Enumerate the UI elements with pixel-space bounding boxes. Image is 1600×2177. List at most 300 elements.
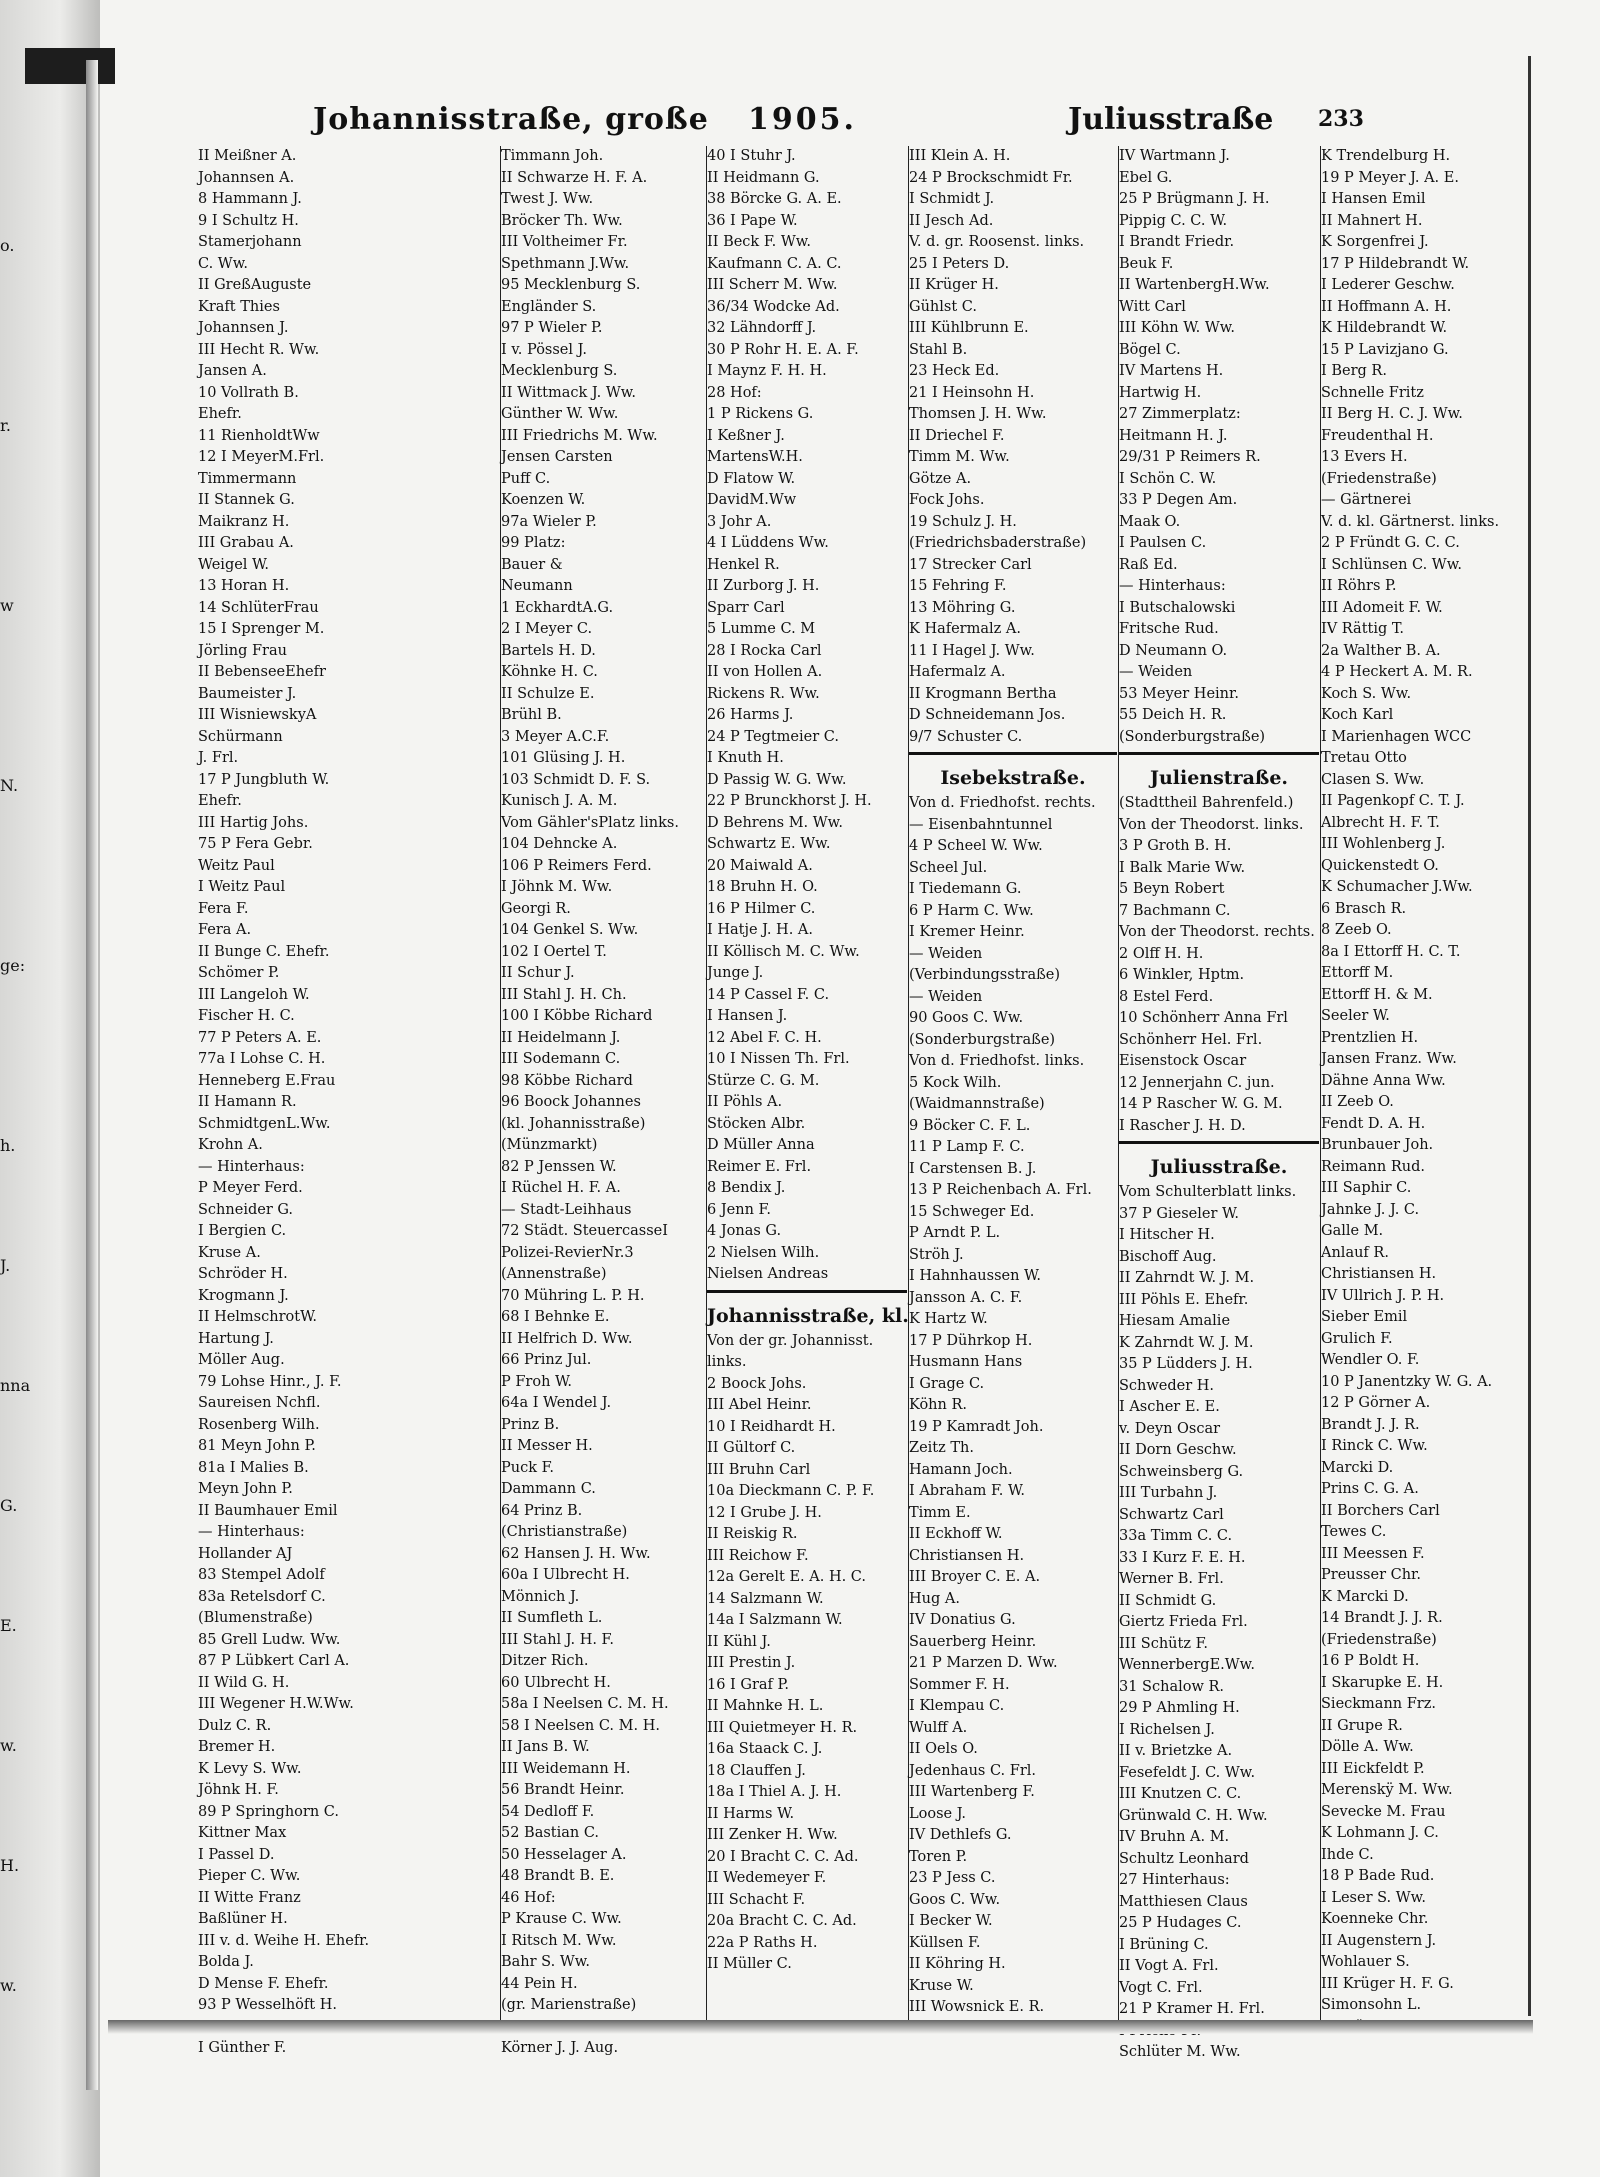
directory-entry: 10 P Janentzky W. G. A. bbox=[1321, 1373, 1493, 1390]
directory-entry: 32 Lähndorff J. bbox=[707, 320, 817, 336]
directory-entry: III Friedrichs M. Ww. bbox=[501, 427, 658, 444]
directory-entry: Küllsen F. bbox=[909, 1934, 981, 1951]
directory-entry: Beuk F. bbox=[1119, 255, 1174, 272]
directory-entry: 3 Meyer A.C.F. bbox=[501, 728, 610, 745]
directory-entry: III Langeloh W. bbox=[198, 986, 310, 1003]
directory-entry: II HelmschrotW. bbox=[198, 1309, 318, 1325]
directory-entry: II Zahrndt W. J. M. bbox=[1119, 1270, 1255, 1286]
directory-entry: II Müller C. bbox=[707, 1956, 792, 1972]
directory-entry: III Hecht R. Ww. bbox=[198, 341, 320, 358]
directory-entry: Ditzer Rich. bbox=[501, 1653, 589, 1669]
directory-entry: Jedenhaus C. Frl. bbox=[909, 1762, 1037, 1779]
directory-entry: II Mahnert H. bbox=[1321, 212, 1423, 229]
directory-entry: IV Ullrich J. P. H. bbox=[1321, 1287, 1445, 1304]
directory-entry: 22a P Raths H. bbox=[707, 1934, 818, 1951]
directory-entry: I Brandt Friedr. bbox=[1119, 234, 1235, 250]
directory-entry: 6 Brasch R. bbox=[1321, 900, 1407, 917]
directory-entry: II Pöhls A. bbox=[707, 1094, 783, 1110]
directory-entry: II Oels O. bbox=[909, 1741, 978, 1757]
directory-entry: II Hoffmann A. H. bbox=[1321, 298, 1452, 315]
directory-entry: I Günther F. bbox=[198, 2040, 287, 2056]
directory-entry: Schweder H. bbox=[1119, 1377, 1215, 1394]
directory-entry: Engländer S. bbox=[501, 298, 597, 315]
directory-entry: Ettorff M. bbox=[1321, 965, 1394, 981]
directory-entry: I Maynz F. H. H. bbox=[707, 363, 827, 379]
section-rule bbox=[1119, 1141, 1319, 1152]
directory-entry: 12a Gerelt E. A. H. C. bbox=[707, 1569, 866, 1585]
directory-entry: — Stadt-Leihhaus bbox=[501, 1201, 632, 1218]
directory-entry: Jahnke J. J. C. bbox=[1321, 1201, 1420, 1218]
prev-page-fragment: nna bbox=[0, 1376, 31, 1395]
directory-entry: 6 Jenn F. bbox=[707, 1201, 771, 1218]
directory-entry: I Schön C. W. bbox=[1119, 470, 1217, 487]
directory-entry: Baumeister J. bbox=[198, 685, 297, 702]
directory-entry: 29/31 P Reimers R. bbox=[1119, 449, 1261, 465]
directory-entry: II Mahnke H. L. bbox=[707, 1698, 824, 1714]
directory-entry: 40 I Stuhr J. bbox=[707, 148, 796, 164]
directory-entry: D Behrens M. Ww. bbox=[707, 814, 843, 831]
directory-entry: II Röhrs P. bbox=[1321, 578, 1397, 594]
directory-entry: 56 Brandt Heinr. bbox=[501, 1782, 625, 1798]
directory-entry: Goos C. Ww. bbox=[909, 1891, 1001, 1908]
directory-entry: III Schacht F. bbox=[707, 1891, 806, 1908]
prev-page-fragment: w bbox=[0, 596, 14, 615]
directory-entry: 38 Börcke G. A. E. bbox=[707, 191, 842, 207]
directory-entry: 9 I Schultz H. bbox=[198, 212, 299, 229]
directory-entry: 106 P Reimers Ferd. bbox=[501, 857, 652, 874]
directory-entry: Nielsen Andreas bbox=[707, 1266, 829, 1282]
directory-entry: I Hahnhaussen W. bbox=[909, 1268, 1042, 1284]
directory-entry: I Richelsen J. bbox=[1119, 1721, 1215, 1738]
directory-entry: III Turbahn J. bbox=[1119, 1485, 1218, 1501]
directory-entry: II Meißner A. bbox=[198, 148, 297, 164]
directory-entry: 103 Schmidt D. F. S. bbox=[501, 771, 651, 788]
directory-entry: 13 Horan H. bbox=[198, 578, 290, 594]
directory-entry: 6 P Harm C. Ww. bbox=[909, 902, 1034, 919]
directory-entry: 23 Heck Ed. bbox=[909, 363, 1000, 379]
directory-entry: II Zeeb O. bbox=[1321, 1094, 1394, 1110]
directory-entry: II Stannek G. bbox=[198, 492, 295, 508]
directory-entry: Freudenthal H. bbox=[1321, 427, 1434, 444]
directory-entry: Schönherr Hel. Frl. bbox=[1119, 1031, 1263, 1048]
directory-entry: Vom Schulterblatt links. bbox=[1119, 1184, 1297, 1200]
directory-entry: Krohn A. bbox=[198, 1137, 263, 1153]
directory-entry: — Hinterhaus: bbox=[198, 1524, 305, 1540]
header-year: 1905. bbox=[748, 102, 857, 137]
column-5 bbox=[1118, 146, 1319, 2060]
directory-entry: Koch S. Ww. bbox=[1321, 685, 1412, 702]
directory-entry: K Hafermalz A. bbox=[909, 621, 1021, 637]
directory-entry: I Brüning C. bbox=[1119, 1936, 1209, 1953]
directory-entry: 55 Deich H. R. bbox=[1119, 707, 1227, 723]
directory-entry: II Harms W. bbox=[707, 1805, 795, 1822]
directory-entry: 2 Olff H. H. bbox=[1119, 945, 1204, 962]
directory-entry: I Jöhnk M. Ww. bbox=[501, 879, 613, 895]
directory-entry: II Wedemeyer F. bbox=[707, 1870, 827, 1886]
directory-entry: Quickenstedt O. bbox=[1321, 857, 1439, 874]
directory-entry: Bauer & bbox=[501, 556, 563, 573]
scan-corner-mark bbox=[25, 48, 115, 84]
directory-entry: 9 Böcker C. F. L. bbox=[909, 1117, 1031, 1134]
directory-entry: Bögel C. bbox=[1119, 341, 1181, 358]
directory-entry: K Sorgenfrei J. bbox=[1321, 234, 1429, 250]
directory-entry: I Rascher J. H. D. bbox=[1119, 1117, 1246, 1134]
directory-entry: 4 P Heckert A. M. R. bbox=[1321, 664, 1473, 680]
directory-entry: Werner B. Frl. bbox=[1119, 1571, 1224, 1587]
directory-entry: 66 Prinz Jul. bbox=[501, 1352, 592, 1368]
directory-entry: Schwartz Carl bbox=[1119, 1506, 1224, 1523]
directory-entry: — Hinterhaus: bbox=[198, 1158, 305, 1175]
directory-entry: Götze A. bbox=[909, 470, 972, 487]
directory-entry: 77a I Lohse C. H. bbox=[198, 1051, 326, 1067]
directory-entry: 8 Bendix J. bbox=[707, 1180, 786, 1196]
directory-entry: I Lederer Geschw. bbox=[1321, 277, 1455, 293]
directory-entry: Albrecht H. F. T. bbox=[1321, 814, 1440, 831]
directory-entry: Prentzlien H. bbox=[1321, 1029, 1419, 1046]
directory-entry: Schömer P. bbox=[198, 965, 280, 981]
directory-entry: K Marcki D. bbox=[1321, 1588, 1409, 1605]
directory-entry: Ettorff H. & M. bbox=[1321, 986, 1433, 1003]
directory-entry: 10 Vollrath B. bbox=[198, 384, 299, 401]
directory-entry: 10 I Reidhardt H. bbox=[707, 1418, 836, 1435]
directory-entry: 13 Möhring G. bbox=[909, 599, 1016, 616]
directory-entry: P Froh W. bbox=[501, 1373, 573, 1390]
directory-entry: D Flatow W. bbox=[707, 470, 796, 487]
prev-page-fragment: G. bbox=[0, 1496, 18, 1515]
directory-entry: Hartwig H. bbox=[1119, 384, 1202, 401]
directory-entry: 3 Johr A. bbox=[707, 513, 772, 530]
directory-entry: K Zahrndt W. J. M. bbox=[1119, 1334, 1254, 1351]
directory-entry: 72 Städt. SteuercasseI bbox=[501, 1223, 668, 1239]
directory-entry: Jansson A. C. F. bbox=[909, 1289, 1023, 1306]
directory-entry: Loose J. bbox=[909, 1805, 967, 1822]
directory-entry: 48 Brandt B. E. bbox=[501, 1868, 615, 1884]
directory-entry: 30 P Rohr H. E. A. F. bbox=[707, 341, 859, 358]
directory-entry: Zeitz Th. bbox=[909, 1440, 974, 1456]
prev-page-fragment: w. bbox=[0, 1976, 17, 1995]
directory-entry: Clasen S. Ww. bbox=[1321, 771, 1425, 788]
directory-entry: Fesefeldt J. C. Ww. bbox=[1119, 1764, 1256, 1781]
directory-entry: Matthiesen Claus bbox=[1119, 1893, 1248, 1910]
directory-entry: Jansen A. bbox=[198, 363, 267, 379]
directory-entry: Dähne Anna Ww. bbox=[1321, 1072, 1446, 1089]
directory-entry: 16 P Hilmer C. bbox=[707, 900, 816, 917]
street-heading: Juliusstraße. bbox=[1150, 1156, 1288, 1178]
directory-entry: Köhnke H. C. bbox=[501, 664, 598, 680]
directory-entry: II Witte Franz bbox=[198, 1889, 301, 1906]
directory-entry: Vom Gähler'sPlatz links. bbox=[501, 814, 679, 831]
directory-entry: I Hatje J. H. A. bbox=[707, 922, 813, 938]
directory-entry: 21 I Heinsohn H. bbox=[909, 384, 1035, 401]
directory-entry: Schultz Leonhard bbox=[1119, 1850, 1249, 1867]
directory-entry: I Berg R. bbox=[1321, 363, 1387, 379]
directory-page bbox=[108, 56, 1531, 2060]
directory-entry: 62 Hansen J. H. Ww. bbox=[501, 1545, 651, 1562]
directory-entry: Mönnich J. bbox=[501, 1588, 580, 1605]
directory-entry: III Krüger H. F. G. bbox=[1321, 1975, 1454, 1992]
directory-entry: 2a Walther B. A. bbox=[1321, 642, 1441, 659]
directory-entry: Bartels H. D. bbox=[501, 642, 596, 659]
directory-entry: 79 Lohse Hinr., J. F. bbox=[198, 1373, 342, 1390]
directory-entry: II Sumfleth L. bbox=[501, 1610, 603, 1626]
directory-entry: 33 I Kurz F. E. H. bbox=[1119, 1549, 1246, 1566]
directory-entry: 17 P Dührkop H. bbox=[909, 1332, 1033, 1349]
directory-entry: Schweinsberg G. bbox=[1119, 1463, 1244, 1480]
directory-entry: Von der Theodorst. rechts. bbox=[1119, 924, 1315, 940]
directory-entry: — Hinterhaus: bbox=[1119, 578, 1226, 594]
directory-entry: III Prestin J. bbox=[707, 1655, 796, 1671]
directory-entry: C. Ww. bbox=[198, 255, 248, 272]
directory-entry: Dulz C. R. bbox=[198, 1717, 272, 1734]
directory-entry: Bröcker Th. Ww. bbox=[501, 212, 623, 229]
directory-entry: 7 Bachmann C. bbox=[1119, 902, 1231, 919]
directory-entry: Junge J. bbox=[707, 965, 764, 981]
directory-entry: K Schumacher J.Ww. bbox=[1321, 879, 1473, 895]
directory-entry: III Wowsnick E. R. bbox=[909, 1999, 1045, 2015]
directory-entry: III Pöhls E. Ehefr. bbox=[1119, 1291, 1249, 1308]
directory-entry: (Friedenstraße) bbox=[1321, 1631, 1437, 1648]
directory-entry: 27 Hinterhaus: bbox=[1119, 1872, 1230, 1888]
column-3 bbox=[706, 146, 907, 2026]
directory-entry: Dammann C. bbox=[501, 1481, 596, 1497]
directory-entry: 19 Schulz J. H. bbox=[909, 513, 1017, 530]
directory-entry: Kaufmann C. A. C. bbox=[707, 255, 842, 272]
directory-entry: Thomsen J. H. Ww. bbox=[909, 406, 1047, 422]
directory-entry: Sauerberg Heinr. bbox=[909, 1633, 1037, 1650]
directory-entry: 3 P Groth B. H. bbox=[1119, 838, 1232, 854]
directory-entry: 2 Nielsen Wilh. bbox=[707, 1244, 820, 1261]
directory-entry: 60 Ulbrecht H. bbox=[501, 1674, 611, 1691]
directory-entry: 18 Bruhn H. O. bbox=[707, 879, 818, 895]
directory-entry: 21 P Kramer H. Frl. bbox=[1119, 2001, 1265, 2017]
directory-entry: IV Bruhn A. M. bbox=[1119, 1829, 1230, 1845]
directory-entry: 8 Hammann J. bbox=[198, 191, 302, 207]
directory-entry: III Köhn W. Ww. bbox=[1119, 320, 1236, 336]
directory-entry: I Leser S. Ww. bbox=[1321, 1889, 1426, 1906]
directory-entry: 4 Jonas G. bbox=[707, 1223, 782, 1239]
directory-entry: Henneberg E.Frau bbox=[198, 1072, 336, 1089]
section-rule bbox=[707, 1290, 907, 1301]
directory-entry: 54 Dedloff F. bbox=[501, 1803, 595, 1820]
directory-entry: 14a I Salzmann W. bbox=[707, 1612, 843, 1628]
directory-entry: Hamann Joch. bbox=[909, 1461, 1013, 1478]
directory-entry: Schürmann bbox=[198, 728, 283, 745]
street-heading: Isebekstraße. bbox=[940, 767, 1086, 789]
directory-entry: Fera A. bbox=[198, 922, 252, 938]
prev-page-fragment: E. bbox=[0, 1616, 17, 1635]
directory-entry: links. bbox=[707, 1354, 747, 1370]
directory-entry: 27 Zimmerplatz: bbox=[1119, 406, 1241, 422]
directory-entry: Twest J. Ww. bbox=[501, 191, 594, 207]
directory-entry: Merenskÿ M. Ww. bbox=[1321, 1782, 1453, 1798]
directory-entry: III Wartenberg F. bbox=[909, 1784, 1035, 1800]
directory-entry: Sieckmann Frz. bbox=[1321, 1696, 1436, 1712]
directory-entry: Sieber Emil bbox=[1321, 1309, 1408, 1325]
prev-page-fragment: r. bbox=[0, 416, 11, 435]
directory-entry: Johannsen A. bbox=[198, 169, 295, 186]
directory-entry: DavidM.Ww bbox=[707, 492, 797, 508]
directory-entry: 5 Kock Wilh. bbox=[909, 1074, 1002, 1091]
directory-entry: Grünwald C. H. Ww. bbox=[1119, 1807, 1268, 1824]
directory-entry: (Annenstraße) bbox=[501, 1266, 607, 1282]
directory-entry: (Verbindungsstraße) bbox=[909, 967, 1061, 983]
directory-entry: 81a I Malies B. bbox=[198, 1459, 309, 1476]
directory-entry: 102 I Oertel T. bbox=[501, 943, 607, 960]
directory-entry: 58a I Neelsen C. M. H. bbox=[501, 1696, 669, 1712]
directory-entry: Gühlst C. bbox=[909, 298, 977, 315]
directory-entry: II Krüger H. bbox=[909, 277, 999, 293]
directory-entry: Hollander AJ bbox=[198, 1545, 293, 1562]
section-rule bbox=[909, 752, 1117, 763]
directory-entry: I Keßner J. bbox=[707, 427, 785, 444]
directory-entry: I Hansen J. bbox=[707, 1008, 788, 1024]
directory-entry: 83 Stempel Adolf bbox=[198, 1567, 325, 1583]
directory-entry: Heitmann H. J. bbox=[1119, 427, 1228, 444]
directory-entry: Fritsche Rud. bbox=[1119, 621, 1219, 637]
book-gutter-shadow bbox=[86, 60, 98, 2090]
directory-entry: I Bergien C. bbox=[198, 1223, 287, 1239]
directory-entry: Kraft Thies bbox=[198, 298, 280, 315]
directory-entry: 14 P Cassel F. C. bbox=[707, 986, 830, 1003]
directory-entry: 75 P Fera Gebr. bbox=[198, 836, 313, 852]
prev-page-fragment: w. bbox=[0, 1736, 17, 1755]
directory-entry: Bolda J. bbox=[198, 1954, 254, 1970]
directory-entry: Brühl B. bbox=[501, 707, 562, 723]
directory-entry: D Müller Anna bbox=[707, 1137, 815, 1153]
directory-entry: III Reichow F. bbox=[707, 1547, 809, 1564]
directory-entry: III Scherr M. Ww. bbox=[707, 277, 838, 293]
directory-entry: 31 Schalow R. bbox=[1119, 1678, 1225, 1695]
directory-entry: IV Rättig T. bbox=[1321, 621, 1405, 637]
directory-entry: III Grabau A. bbox=[198, 535, 294, 551]
directory-entry: 9/7 Schuster C. bbox=[909, 728, 1023, 745]
directory-entry: 16 P Boldt H. bbox=[1321, 1653, 1420, 1669]
directory-entry: 97a Wieler P. bbox=[501, 513, 597, 530]
directory-entry: 1 EckhardtA.G. bbox=[501, 599, 614, 616]
directory-entry: Brunbauer Joh. bbox=[1321, 1137, 1434, 1153]
directory-entry: Henkel R. bbox=[707, 556, 780, 573]
directory-entry: I v. Pössel J. bbox=[501, 341, 587, 358]
directory-entry: II Eckhoff W. bbox=[909, 1526, 1003, 1542]
directory-entry: 1 P Rickens G. bbox=[707, 406, 814, 422]
directory-entry: III Kühlbrunn E. bbox=[909, 320, 1029, 336]
directory-entry: Stahl B. bbox=[909, 341, 968, 358]
directory-entry: I Balk Marie Ww. bbox=[1119, 859, 1246, 876]
directory-entry: I Hitscher H. bbox=[1119, 1227, 1215, 1243]
directory-entry: (Sonderburgstraße) bbox=[1119, 728, 1266, 745]
directory-entry: Schneider G. bbox=[198, 1201, 294, 1218]
directory-entry: III Wegener H.W.Ww. bbox=[198, 1696, 354, 1712]
directory-entry: 24 P Brockschmidt Fr. bbox=[909, 169, 1073, 186]
directory-entry: v. Deyn Oscar bbox=[1119, 1420, 1221, 1437]
directory-entry: Fischer H. C. bbox=[198, 1008, 295, 1024]
directory-entry: II Reiskig R. bbox=[707, 1526, 798, 1542]
directory-entry: 99 Platz: bbox=[501, 535, 566, 551]
directory-entry: II von Hollen A. bbox=[707, 664, 823, 680]
directory-entry: Von der gr. Johannisst. bbox=[707, 1332, 874, 1349]
directory-entry: 46 Hof: bbox=[501, 1889, 556, 1906]
directory-entry: 17 P Hildebrandt W. bbox=[1321, 255, 1470, 272]
directory-entry: 95 Mecklenburg S. bbox=[501, 277, 641, 293]
directory-entry: Stürze C. G. M. bbox=[707, 1072, 820, 1089]
directory-entry: 12 Jennerjahn C. jun. bbox=[1119, 1074, 1275, 1091]
directory-entry: II Baumhauer Emil bbox=[198, 1502, 338, 1519]
directory-entry: Hiesam Amalie bbox=[1119, 1313, 1231, 1329]
directory-entry: I Ascher E. E. bbox=[1119, 1399, 1220, 1415]
directory-entry: Schwartz E. Ww. bbox=[707, 836, 831, 852]
directory-entry: 12 I Grube J. H. bbox=[707, 1504, 822, 1521]
directory-entry: Ihde C. bbox=[1321, 1846, 1374, 1863]
directory-entry: 83a Retelsdorf C. bbox=[198, 1588, 326, 1605]
directory-entry: D Schneidemann Jos. bbox=[909, 707, 1066, 723]
directory-entry: 19 P Kamradt Joh. bbox=[909, 1418, 1044, 1435]
directory-entry: K Levy S. Ww. bbox=[198, 1760, 302, 1777]
directory-entry: II Heidelmann J. bbox=[501, 1029, 621, 1046]
directory-entry: 85 Grell Ludw. Ww. bbox=[198, 1631, 341, 1648]
directory-entry: II Heidmann G. bbox=[707, 169, 820, 186]
directory-entry: Marcki D. bbox=[1321, 1459, 1394, 1476]
directory-entry: 20a Bracht C. C. Ad. bbox=[707, 1913, 857, 1929]
directory-entry: 26 Harms J. bbox=[707, 707, 794, 723]
directory-entry: I Butschalowski bbox=[1119, 599, 1236, 616]
directory-entry: SchmidtgenL.Ww. bbox=[198, 1115, 331, 1132]
directory-entry: Koenneke Chr. bbox=[1321, 1911, 1429, 1927]
directory-entry: 50 Hesselager A. bbox=[501, 1846, 627, 1863]
directory-entry: 17 Strecker Carl bbox=[909, 556, 1032, 573]
directory-entry: Witt Carl bbox=[1119, 298, 1186, 315]
directory-entry: 97 P Wieler P. bbox=[501, 320, 603, 336]
directory-entry: D Neumann O. bbox=[1119, 642, 1228, 659]
directory-entry: Stamerjohann bbox=[198, 234, 302, 250]
directory-entry: — Weiden bbox=[909, 945, 983, 962]
directory-entry: K Trendelburg H. bbox=[1321, 148, 1451, 164]
directory-entry: 58 I Neelsen C. M. H. bbox=[501, 1717, 660, 1734]
directory-entry: II Augenstern J. bbox=[1321, 1932, 1437, 1949]
directory-entry: 13 P Reichenbach A. Frl. bbox=[909, 1182, 1092, 1198]
directory-entry: Christiansen H. bbox=[909, 1547, 1025, 1564]
directory-entry: II GreßAuguste bbox=[198, 277, 312, 293]
directory-entry: Sevecke M. Frau bbox=[1321, 1803, 1446, 1820]
previous-page-edge bbox=[0, 230, 30, 2030]
directory-entry: Meyn John P. bbox=[198, 1481, 293, 1497]
directory-entry: IV Martens H. bbox=[1119, 363, 1224, 379]
directory-entry: II Wittmack J. Ww. bbox=[501, 384, 637, 401]
directory-entry: I Weitz Paul bbox=[198, 879, 286, 895]
directory-entry: 2 I Meyer C. bbox=[501, 621, 593, 637]
directory-entry: 12 Abel F. C. H. bbox=[707, 1029, 822, 1046]
directory-entry: 18a I Thiel A. J. H. bbox=[707, 1784, 842, 1800]
directory-entry: I Grage C. bbox=[909, 1375, 985, 1392]
directory-entry: 36/34 Wodcke Ad. bbox=[707, 298, 840, 315]
prev-page-fragment: H. bbox=[0, 1856, 20, 1875]
directory-entry: Raß Ed. bbox=[1119, 556, 1178, 573]
directory-entry: Timm M. Ww. bbox=[909, 449, 1010, 465]
directory-entry: 104 Genkel S. Ww. bbox=[501, 922, 639, 938]
directory-entry: 4 P Scheel W. Ww. bbox=[909, 838, 1043, 854]
directory-entry: Jörling Frau bbox=[198, 642, 287, 659]
directory-entry: Husmann Hans bbox=[909, 1354, 1023, 1370]
directory-entry: Baßlüner H. bbox=[198, 1911, 288, 1927]
directory-entry: — Gärtnerei bbox=[1321, 492, 1412, 508]
directory-entry: 20 I Bracht C. C. Ad. bbox=[707, 1848, 859, 1865]
directory-entry: I Carstensen B. J. bbox=[909, 1160, 1037, 1177]
directory-entry: Toren P. bbox=[909, 1848, 968, 1865]
directory-entry: 12 P Görner A. bbox=[1321, 1395, 1431, 1411]
directory-entry: Bremer H. bbox=[198, 1739, 276, 1755]
directory-entry: Johannsen J. bbox=[198, 320, 289, 336]
directory-entry: Wohlauer S. bbox=[1321, 1954, 1410, 1970]
directory-entry: 14 P Rascher W. G. M. bbox=[1119, 1096, 1283, 1112]
